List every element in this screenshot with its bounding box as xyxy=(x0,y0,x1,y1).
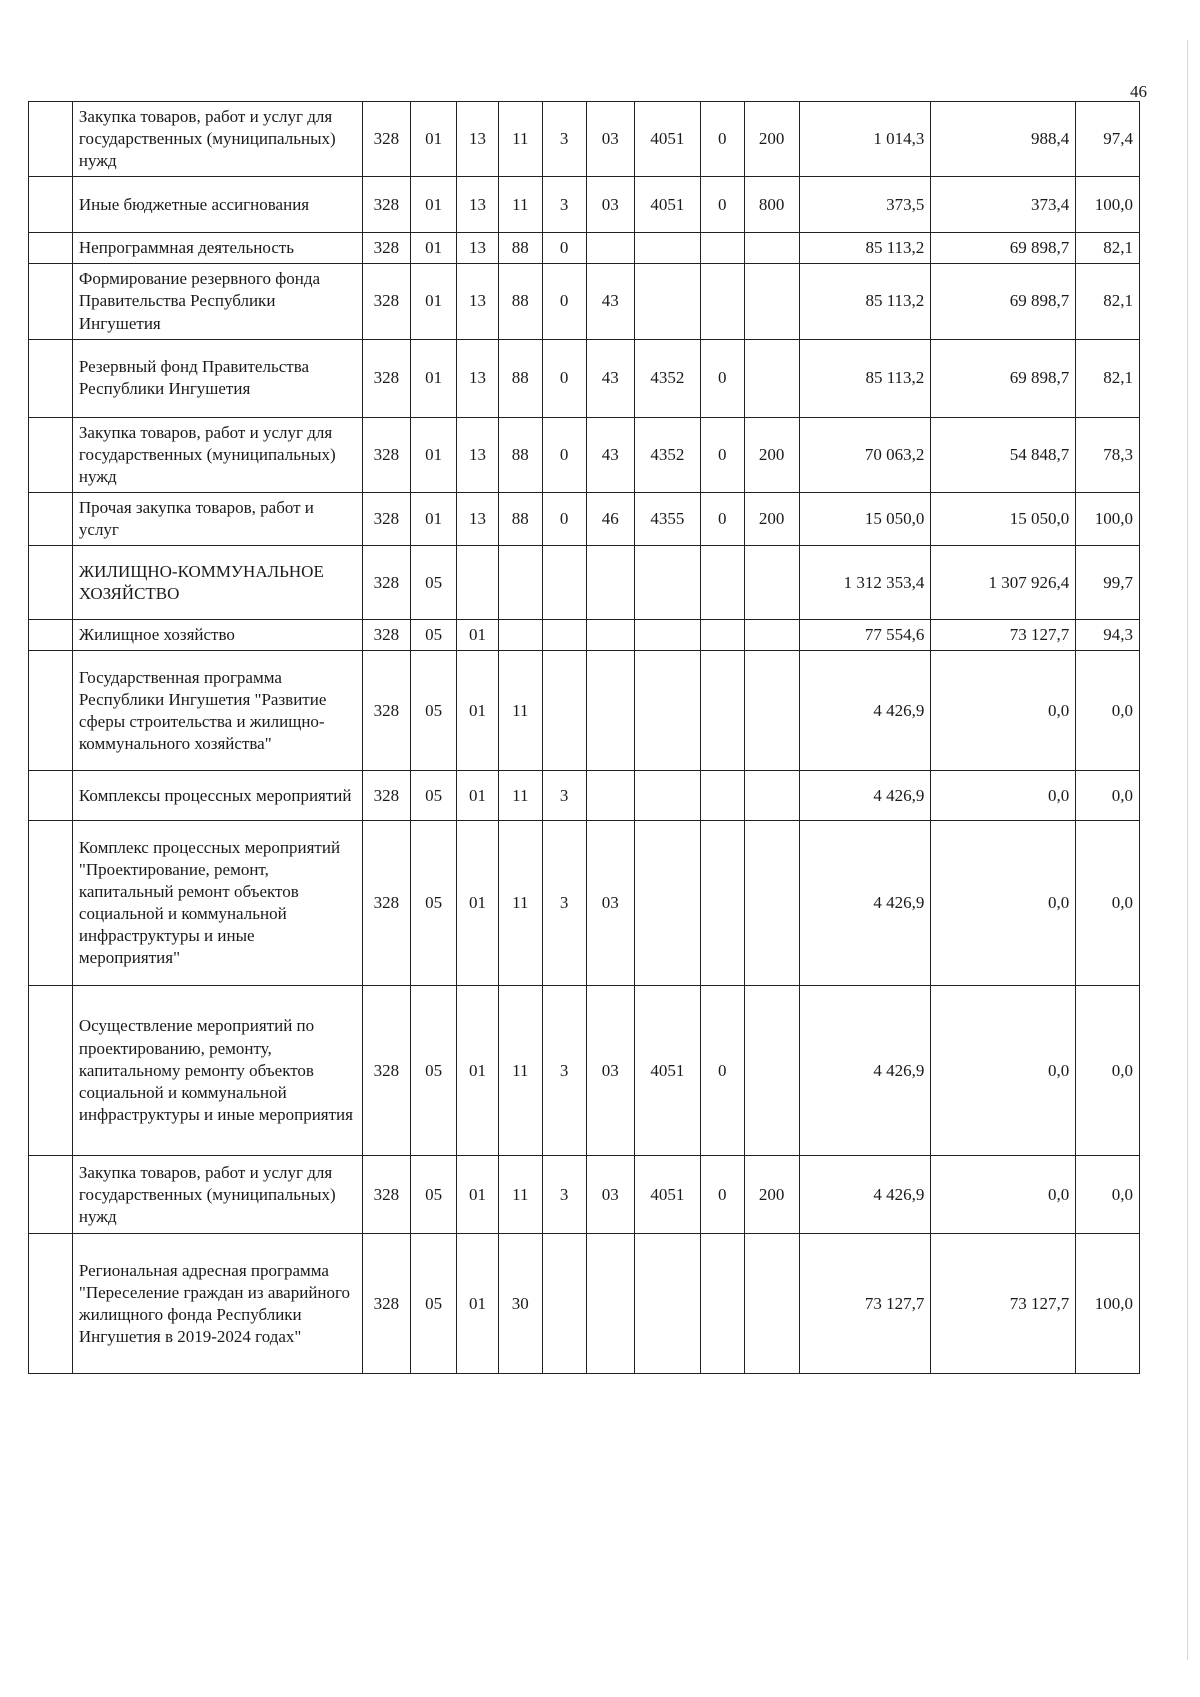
planned-amount-cell: 1 312 353,4 xyxy=(799,546,931,620)
direction-code-cell xyxy=(634,1234,700,1374)
section-code-cell: 01 xyxy=(411,492,457,545)
program-code-cell xyxy=(498,546,542,620)
ved-code-cell: 328 xyxy=(362,821,410,986)
row-name-cell: Прочая закупка товаров, работ и услуг xyxy=(72,492,362,545)
percent-cell: 82,1 xyxy=(1076,233,1140,264)
expense-type-cell xyxy=(744,986,799,1156)
row-index-cell xyxy=(29,620,73,651)
percent-cell: 78,3 xyxy=(1076,417,1140,492)
row-name-cell: Осуществление мероприятий по проектированию, ремонту, капитальному ремонту объектов социальной и коммунальной инфраструктуры и иные мероприятия xyxy=(72,986,362,1156)
program-code-cell: 11 xyxy=(498,821,542,986)
subsection-code-cell: 01 xyxy=(457,1234,499,1374)
direction-suffix-cell xyxy=(700,233,744,264)
ved-code-cell: 328 xyxy=(362,492,410,545)
subsection-code-cell: 01 xyxy=(457,771,499,821)
row-name-cell: Закупка товаров, работ и услуг для государственных (муниципальных) нужд xyxy=(72,1156,362,1234)
actual-amount-cell: 69 898,7 xyxy=(931,233,1076,264)
direction-code-cell: 4355 xyxy=(634,492,700,545)
complex-code-cell: 43 xyxy=(586,417,634,492)
direction-suffix-cell: 0 xyxy=(700,417,744,492)
direction-suffix-cell: 0 xyxy=(700,986,744,1156)
program-code-cell: 88 xyxy=(498,417,542,492)
table-row xyxy=(29,417,1140,492)
section-code-cell: 01 xyxy=(411,339,457,417)
expense-type-cell: 200 xyxy=(744,1156,799,1234)
actual-amount-cell: 69 898,7 xyxy=(931,264,1076,339)
ved-code-cell: 328 xyxy=(362,264,410,339)
table-row xyxy=(29,177,1140,233)
table-row xyxy=(29,1156,1140,1234)
percent-cell: 100,0 xyxy=(1076,177,1140,233)
percent-cell: 94,3 xyxy=(1076,620,1140,651)
program-type-cell: 3 xyxy=(542,821,586,986)
row-name-cell: Жилищное хозяйство xyxy=(72,620,362,651)
expense-type-cell xyxy=(744,264,799,339)
actual-amount-cell: 73 127,7 xyxy=(931,1234,1076,1374)
section-code-cell: 01 xyxy=(411,102,457,177)
row-index-cell xyxy=(29,233,73,264)
table-row xyxy=(29,1234,1140,1374)
direction-code-cell xyxy=(634,264,700,339)
row-index-cell xyxy=(29,417,73,492)
percent-cell: 0,0 xyxy=(1076,651,1140,771)
row-index-cell xyxy=(29,651,73,771)
program-type-cell: 3 xyxy=(542,771,586,821)
table-body xyxy=(29,102,1140,1374)
row-index-cell xyxy=(29,986,73,1156)
planned-amount-cell: 4 426,9 xyxy=(799,986,931,1156)
complex-code-cell: 03 xyxy=(586,102,634,177)
program-code-cell: 88 xyxy=(498,492,542,545)
planned-amount-cell: 85 113,2 xyxy=(799,264,931,339)
expense-type-cell xyxy=(744,651,799,771)
subsection-code-cell: 01 xyxy=(457,620,499,651)
section-code-cell: 01 xyxy=(411,264,457,339)
actual-amount-cell: 15 050,0 xyxy=(931,492,1076,545)
complex-code-cell xyxy=(586,1234,634,1374)
expense-type-cell: 200 xyxy=(744,417,799,492)
ved-code-cell: 328 xyxy=(362,1156,410,1234)
table-row xyxy=(29,986,1140,1156)
complex-code-cell: 03 xyxy=(586,1156,634,1234)
direction-code-cell: 4051 xyxy=(634,1156,700,1234)
program-code-cell: 88 xyxy=(498,339,542,417)
complex-code-cell: 46 xyxy=(586,492,634,545)
actual-amount-cell: 0,0 xyxy=(931,651,1076,771)
direction-suffix-cell: 0 xyxy=(700,492,744,545)
program-type-cell: 3 xyxy=(542,986,586,1156)
planned-amount-cell: 4 426,9 xyxy=(799,771,931,821)
ved-code-cell: 328 xyxy=(362,102,410,177)
percent-cell: 82,1 xyxy=(1076,264,1140,339)
table-row xyxy=(29,492,1140,545)
ved-code-cell: 328 xyxy=(362,417,410,492)
ved-code-cell: 328 xyxy=(362,986,410,1156)
section-code-cell: 05 xyxy=(411,986,457,1156)
section-code-cell: 05 xyxy=(411,1156,457,1234)
budget-table xyxy=(28,101,1140,1374)
expense-type-cell: 800 xyxy=(744,177,799,233)
planned-amount-cell: 73 127,7 xyxy=(799,1234,931,1374)
section-code-cell: 01 xyxy=(411,233,457,264)
program-type-cell: 3 xyxy=(542,102,586,177)
section-code-cell: 05 xyxy=(411,771,457,821)
row-index-cell xyxy=(29,339,73,417)
section-code-cell: 01 xyxy=(411,177,457,233)
direction-code-cell: 4352 xyxy=(634,339,700,417)
planned-amount-cell: 373,5 xyxy=(799,177,931,233)
program-type-cell: 0 xyxy=(542,417,586,492)
page-number: 46 xyxy=(1130,82,1147,101)
row-name-cell: Закупка товаров, работ и услуг для государственных (муниципальных) нужд xyxy=(72,417,362,492)
expense-type-cell xyxy=(744,771,799,821)
subsection-code-cell: 13 xyxy=(457,102,499,177)
expense-type-cell: 200 xyxy=(744,492,799,545)
direction-suffix-cell xyxy=(700,821,744,986)
scan-edge-line xyxy=(1187,40,1188,1660)
section-code-cell: 05 xyxy=(411,821,457,986)
table-row xyxy=(29,339,1140,417)
complex-code-cell xyxy=(586,233,634,264)
complex-code-cell xyxy=(586,771,634,821)
program-type-cell xyxy=(542,546,586,620)
actual-amount-cell: 988,4 xyxy=(931,102,1076,177)
actual-amount-cell: 73 127,7 xyxy=(931,620,1076,651)
direction-code-cell xyxy=(634,546,700,620)
complex-code-cell: 03 xyxy=(586,177,634,233)
direction-suffix-cell: 0 xyxy=(700,102,744,177)
program-type-cell xyxy=(542,620,586,651)
planned-amount-cell: 1 014,3 xyxy=(799,102,931,177)
ved-code-cell: 328 xyxy=(362,177,410,233)
complex-code-cell xyxy=(586,546,634,620)
direction-suffix-cell xyxy=(700,651,744,771)
section-code-cell: 01 xyxy=(411,417,457,492)
program-type-cell: 0 xyxy=(542,233,586,264)
expense-type-cell xyxy=(744,821,799,986)
subsection-code-cell: 13 xyxy=(457,417,499,492)
table-row xyxy=(29,620,1140,651)
subsection-code-cell: 13 xyxy=(457,177,499,233)
ved-code-cell: 328 xyxy=(362,1234,410,1374)
subsection-code-cell: 01 xyxy=(457,1156,499,1234)
percent-cell: 100,0 xyxy=(1076,1234,1140,1374)
planned-amount-cell: 85 113,2 xyxy=(799,339,931,417)
row-name-cell: Формирование резервного фонда Правительства Республики Ингушетия xyxy=(72,264,362,339)
expense-type-cell xyxy=(744,339,799,417)
complex-code-cell: 43 xyxy=(586,264,634,339)
program-code-cell: 11 xyxy=(498,102,542,177)
table-row xyxy=(29,546,1140,620)
subsection-code-cell: 13 xyxy=(457,233,499,264)
direction-suffix-cell: 0 xyxy=(700,177,744,233)
complex-code-cell: 03 xyxy=(586,821,634,986)
section-code-cell: 05 xyxy=(411,546,457,620)
program-code-cell: 11 xyxy=(498,177,542,233)
actual-amount-cell: 1 307 926,4 xyxy=(931,546,1076,620)
ved-code-cell: 328 xyxy=(362,771,410,821)
actual-amount-cell: 0,0 xyxy=(931,1156,1076,1234)
percent-cell: 0,0 xyxy=(1076,771,1140,821)
row-index-cell xyxy=(29,492,73,545)
table-row xyxy=(29,771,1140,821)
subsection-code-cell: 01 xyxy=(457,651,499,771)
row-name-cell: Иные бюджетные ассигнования xyxy=(72,177,362,233)
expense-type-cell: 200 xyxy=(744,102,799,177)
row-index-cell xyxy=(29,102,73,177)
direction-code-cell: 4051 xyxy=(634,177,700,233)
table-row xyxy=(29,821,1140,986)
complex-code-cell xyxy=(586,651,634,771)
row-index-cell xyxy=(29,546,73,620)
table-row xyxy=(29,264,1140,339)
direction-suffix-cell xyxy=(700,620,744,651)
percent-cell: 82,1 xyxy=(1076,339,1140,417)
planned-amount-cell: 85 113,2 xyxy=(799,233,931,264)
ved-code-cell: 328 xyxy=(362,620,410,651)
actual-amount-cell: 54 848,7 xyxy=(931,417,1076,492)
direction-suffix-cell xyxy=(700,1234,744,1374)
expense-type-cell xyxy=(744,546,799,620)
complex-code-cell: 43 xyxy=(586,339,634,417)
table-row xyxy=(29,102,1140,177)
actual-amount-cell: 0,0 xyxy=(931,771,1076,821)
row-index-cell xyxy=(29,771,73,821)
planned-amount-cell: 77 554,6 xyxy=(799,620,931,651)
row-name-cell: Комплексы процессных мероприятий xyxy=(72,771,362,821)
program-type-cell xyxy=(542,1234,586,1374)
row-index-cell xyxy=(29,264,73,339)
program-type-cell: 0 xyxy=(542,492,586,545)
subsection-code-cell: 13 xyxy=(457,492,499,545)
ved-code-cell: 328 xyxy=(362,233,410,264)
subsection-code-cell: 01 xyxy=(457,986,499,1156)
percent-cell: 99,7 xyxy=(1076,546,1140,620)
direction-suffix-cell xyxy=(700,771,744,821)
row-name-cell: Региональная адресная программа "Переселение граждан из аварийного жилищного фонда Республики Ингушетия в 2019-2024 годах" xyxy=(72,1234,362,1374)
program-type-cell xyxy=(542,651,586,771)
actual-amount-cell: 69 898,7 xyxy=(931,339,1076,417)
section-code-cell: 05 xyxy=(411,1234,457,1374)
row-name-cell: Закупка товаров, работ и услуг для государственных (муниципальных) нужд xyxy=(72,102,362,177)
actual-amount-cell: 373,4 xyxy=(931,177,1076,233)
subsection-code-cell xyxy=(457,546,499,620)
table-row xyxy=(29,233,1140,264)
program-code-cell: 88 xyxy=(498,264,542,339)
program-code-cell: 88 xyxy=(498,233,542,264)
expense-type-cell xyxy=(744,620,799,651)
ved-code-cell: 328 xyxy=(362,546,410,620)
row-name-cell: ЖИЛИЩНО-КОММУНАЛЬНОЕ ХОЗЯЙСТВО xyxy=(72,546,362,620)
direction-code-cell xyxy=(634,771,700,821)
percent-cell: 97,4 xyxy=(1076,102,1140,177)
program-code-cell: 11 xyxy=(498,651,542,771)
planned-amount-cell: 4 426,9 xyxy=(799,651,931,771)
complex-code-cell: 03 xyxy=(586,986,634,1156)
expense-type-cell xyxy=(744,1234,799,1374)
direction-suffix-cell: 0 xyxy=(700,339,744,417)
ved-code-cell: 328 xyxy=(362,651,410,771)
actual-amount-cell: 0,0 xyxy=(931,821,1076,986)
table-row xyxy=(29,651,1140,771)
program-code-cell: 30 xyxy=(498,1234,542,1374)
program-code-cell xyxy=(498,620,542,651)
subsection-code-cell: 13 xyxy=(457,264,499,339)
direction-code-cell: 4051 xyxy=(634,986,700,1156)
program-code-cell: 11 xyxy=(498,771,542,821)
program-code-cell: 11 xyxy=(498,1156,542,1234)
program-code-cell: 11 xyxy=(498,986,542,1156)
ved-code-cell: 328 xyxy=(362,339,410,417)
direction-suffix-cell: 0 xyxy=(700,1156,744,1234)
subsection-code-cell: 01 xyxy=(457,821,499,986)
program-type-cell: 0 xyxy=(542,264,586,339)
actual-amount-cell: 0,0 xyxy=(931,986,1076,1156)
direction-code-cell: 4051 xyxy=(634,102,700,177)
subsection-code-cell: 13 xyxy=(457,339,499,417)
direction-suffix-cell xyxy=(700,264,744,339)
row-index-cell xyxy=(29,177,73,233)
row-name-cell: Резервный фонд Правительства Республики Ингушетия xyxy=(72,339,362,417)
direction-code-cell xyxy=(634,821,700,986)
expense-type-cell xyxy=(744,233,799,264)
section-code-cell: 05 xyxy=(411,651,457,771)
percent-cell: 0,0 xyxy=(1076,1156,1140,1234)
direction-code-cell xyxy=(634,620,700,651)
program-type-cell: 3 xyxy=(542,1156,586,1234)
direction-suffix-cell xyxy=(700,546,744,620)
complex-code-cell xyxy=(586,620,634,651)
row-name-cell: Комплекс процессных мероприятий "Проектирование, ремонт, капитальный ремонт объектов социальной и коммунальной инфраструктуры и иные мероприятия" xyxy=(72,821,362,986)
program-type-cell: 0 xyxy=(542,339,586,417)
section-code-cell: 05 xyxy=(411,620,457,651)
row-index-cell xyxy=(29,1156,73,1234)
percent-cell: 0,0 xyxy=(1076,986,1140,1156)
row-name-cell: Государственная программа Республики Ингушетия "Развитие сферы строительства и жилищно-коммунального хозяйства" xyxy=(72,651,362,771)
row-name-cell: Непрограммная деятельность xyxy=(72,233,362,264)
direction-code-cell xyxy=(634,233,700,264)
planned-amount-cell: 4 426,9 xyxy=(799,821,931,986)
direction-code-cell xyxy=(634,651,700,771)
row-index-cell xyxy=(29,821,73,986)
percent-cell: 100,0 xyxy=(1076,492,1140,545)
planned-amount-cell: 15 050,0 xyxy=(799,492,931,545)
planned-amount-cell: 4 426,9 xyxy=(799,1156,931,1234)
direction-code-cell: 4352 xyxy=(634,417,700,492)
row-index-cell xyxy=(29,1234,73,1374)
percent-cell: 0,0 xyxy=(1076,821,1140,986)
program-type-cell: 3 xyxy=(542,177,586,233)
planned-amount-cell: 70 063,2 xyxy=(799,417,931,492)
